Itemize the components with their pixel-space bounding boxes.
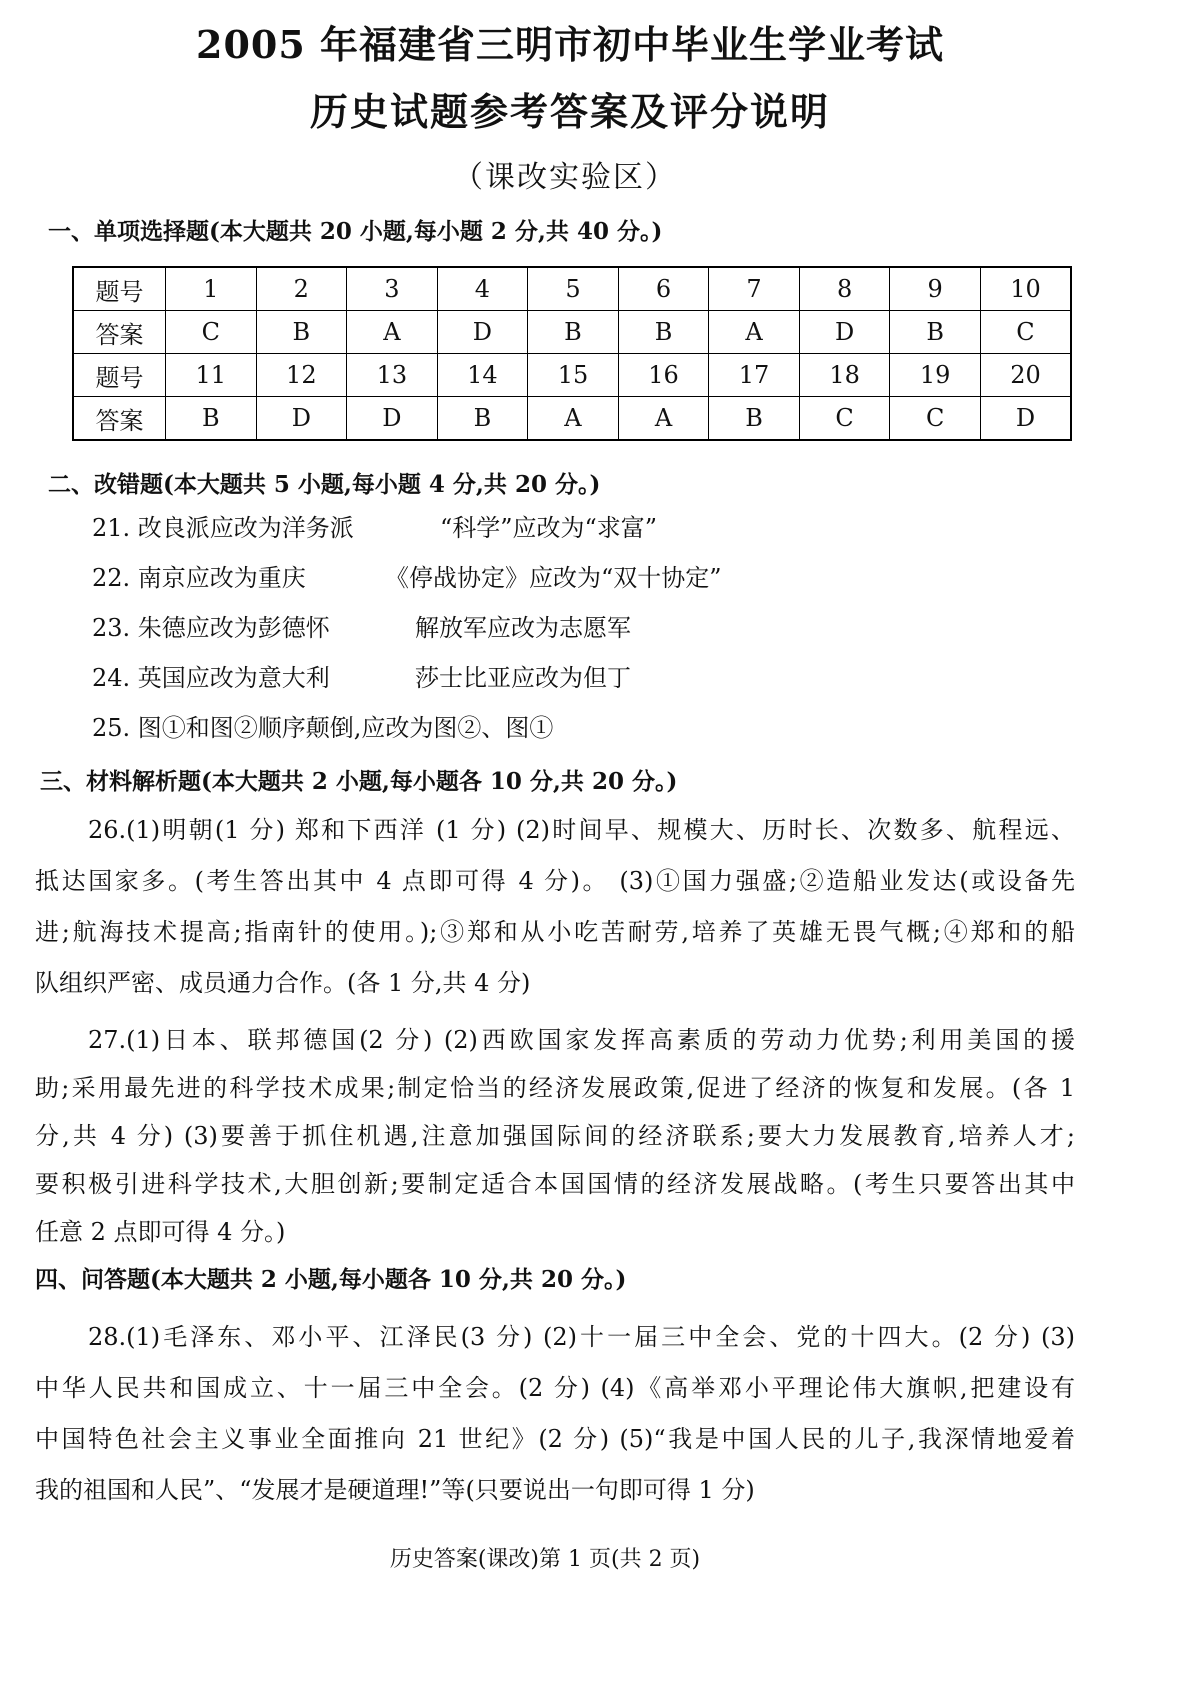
question-number-cell: 6 [618,267,709,311]
correction-second-part: 莎士比亚应改为但丁 [415,664,631,692]
question-number-cell: 16 [618,354,709,397]
question-number-cell: 12 [256,354,347,397]
section-4-heading: 四、问答题(本大题共 2 小题,每小题各 10 分,共 20 分。) [35,1266,627,1293]
section-1-heading: 一、单项选择题(本大题共 20 小题,每小题 2 分,共 40 分。) [48,218,663,245]
edition-label: （课改实验区） [453,160,677,195]
answer-line: 27.(1)日本、联邦德国(2 分) (2)西欧国家发挥高素质的劳动力优势;利用美国的援 [88,1026,1075,1054]
question-number-cell: 2 [256,267,347,311]
question-number-cell: 18 [799,354,890,397]
question-number-row [73,267,1071,311]
correction-first-part: 23. 朱德应改为彭德怀 [92,614,330,642]
answer-line: 要积极引进科学技术,大胆创新;要制定适合本国国情的经济发展战略。(考生只要答出其中 [35,1170,1075,1198]
answer-cell: C [799,397,890,441]
page-footer: 历史答案(课改)第 1 页(共 2 页) [389,1547,701,1572]
answer-line: 28.(1)毛泽东、邓小平、江泽民(3 分) (2)十一届三中全会、党的十四大。(2 分) (3) [88,1323,1075,1351]
row-label-cell: 答案 [73,397,166,441]
answer-cell: B [618,311,709,354]
correction-first-part: 24. 英国应改为意大利 [92,664,330,692]
answer-cell: D [799,311,890,354]
answer-cell: A [618,397,709,441]
answer-cell: D [347,397,438,441]
page-title: 2005 年福建省三明市初中毕业生学业考试 [196,22,944,67]
answer-line: 助;采用最先进的科学技术成果;制定恰当的经济发展政策,促进了经济的恢复和发展。(各 1 [35,1074,1075,1102]
question-number-cell: 20 [980,354,1071,397]
answer-row [73,397,1071,441]
correction-item-23 [92,603,1092,653]
answer-cell: A [528,397,619,441]
question-number-cell: 7 [709,267,800,311]
row-label-cell: 答案 [73,311,166,354]
question-number-cell: 17 [709,354,800,397]
question-number-cell: 13 [347,354,438,397]
question-number-cell: 5 [528,267,619,311]
answer-cell: D [256,397,347,441]
question-number-cell: 14 [437,354,528,397]
answer-line: 中华人民共和国成立、十一届三中全会。(2 分) (4)《高举邓小平理论伟大旗帜,把建设有 [35,1374,1075,1402]
row-label-cell: 题号 [73,354,166,397]
answer-cell: B [709,397,800,441]
answer-row [73,311,1071,354]
question-number-cell: 9 [890,267,981,311]
correction-first-part: 21. 改良派应改为洋务派 [92,514,354,542]
answer-cell: C [166,311,257,354]
answer-cell: C [980,311,1071,354]
answer-line: 任意 2 点即可得 4 分。) [35,1218,286,1246]
answer-cell: B [528,311,619,354]
correction-second-part: “科学”应改为“求富” [440,514,658,542]
question-28-answer [35,1312,1075,1516]
page-subtitle: 历史试题参考答案及评分说明 [309,89,830,134]
answer-cell: B [166,397,257,441]
answer-line: 我的祖国和人民”、“发展才是硬道理!”等(只要说出一句即可得 1 分) [35,1476,755,1504]
answer-table-body [73,267,1071,440]
answer-cell: C [890,397,981,441]
answer-table [72,266,1072,441]
answer-line: 队组织严密、成员通力合作。(各 1 分,共 4 分) [35,969,531,997]
answer-cell: A [709,311,800,354]
question-number-cell: 10 [980,267,1071,311]
question-26-answer [35,805,1075,1009]
answer-line: 抵达国家多。(考生答出其中 4 点即可得 4 分)。 (3)①国力强盛;②造船业发达(或设备先 [35,867,1075,895]
correction-second-part: 解放军应改为志愿军 [415,614,631,642]
correction-list [92,503,1092,753]
question-number-cell: 1 [166,267,257,311]
question-27-answer [35,1016,1075,1256]
correction-item-24 [92,653,1092,703]
correction-first-part: 22. 南京应改为重庆 [92,564,306,592]
answer-line: 26.(1)明朝(1 分) 郑和下西洋 (1 分) (2)时间早、规模大、历时长、次数多、航程远、 [88,816,1075,844]
question-number-cell: 19 [890,354,981,397]
question-number-cell: 8 [799,267,890,311]
correction-item-22 [92,553,1092,603]
section-3-heading: 三、材料解析题(本大题共 2 小题,每小题各 10 分,共 20 分。) [40,768,678,795]
row-label-cell: 题号 [73,267,166,311]
question-number-cell: 3 [347,267,438,311]
correction-first-part: 25. 图①和图②顺序颠倒,应改为图②、图① [92,714,554,742]
correction-item-25 [92,703,1092,753]
question-number-cell: 4 [437,267,528,311]
answer-line: 进;航海技术提高;指南针的使用。);③郑和从小吃苦耐劳,培养了英雄无畏气概;④郑和的船 [35,918,1075,946]
section-2-heading: 二、改错题(本大题共 5 小题,每小题 4 分,共 20 分。) [48,471,601,498]
correction-item-21 [92,503,1092,553]
answer-cell: A [347,311,438,354]
answer-cell: B [890,311,981,354]
question-number-cell: 11 [166,354,257,397]
answer-cell: B [256,311,347,354]
question-number-cell: 15 [528,354,619,397]
answer-line: 中国特色社会主义事业全面推向 21 世纪》(2 分) (5)“我是中国人民的儿子,我深情地爱着 [35,1425,1075,1453]
answer-line: 分,共 4 分) (3)要善于抓住机遇,注意加强国际间的经济联系;要大力发展教育,培养人才; [35,1122,1075,1150]
correction-second-part: 《停战协定》应改为“双十协定” [385,564,722,592]
question-number-row [73,354,1071,397]
answer-cell: D [437,311,528,354]
answer-cell: D [980,397,1071,441]
answer-cell: B [437,397,528,441]
